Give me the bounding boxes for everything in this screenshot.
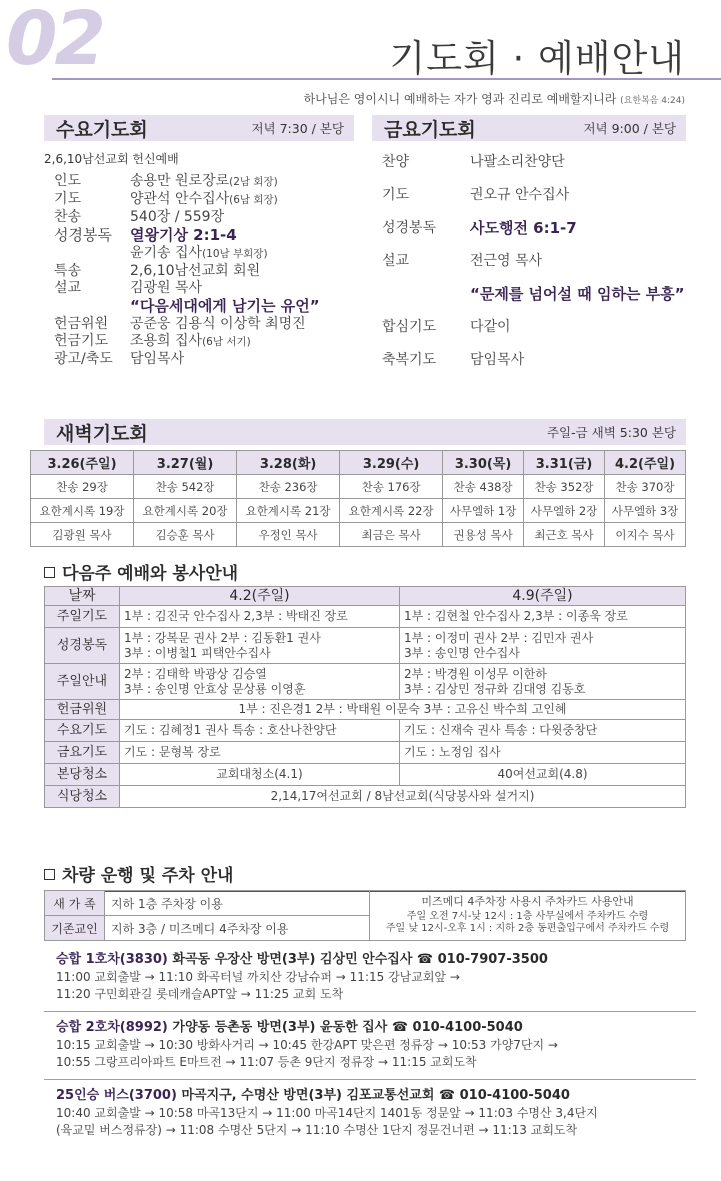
scripture-cell: 사무엘하 1장 xyxy=(443,499,524,523)
bus-stop-line: 11:00 교회출발 → 11:10 화곡터널 까치산 강남슈퍼 → 11:15 강남교회앞 → xyxy=(56,970,460,984)
parking-row xyxy=(45,891,686,916)
friday-duty-2: 기도 : 노정임 집사 xyxy=(400,742,686,764)
next-week-heading xyxy=(44,559,686,584)
row-label: 성경봉독 xyxy=(45,628,120,664)
sanctuary-cleaning-1: 교회대청소(4.1) xyxy=(120,764,400,786)
program-label: 찬송 xyxy=(54,209,82,225)
bus-heading xyxy=(56,1018,696,1037)
dawn-row xyxy=(31,523,686,547)
program-value xyxy=(120,263,354,280)
program-value: 나팔소리찬양단 xyxy=(470,154,565,170)
row-label: 주일안내 xyxy=(45,664,120,700)
wednesday-program xyxy=(44,173,354,368)
dawn-section xyxy=(44,419,686,445)
parking-table-wrap xyxy=(44,890,686,941)
duty-line: 1부 : 강복문 권사 2부 : 김동환1 권사 xyxy=(124,630,321,645)
program-value: 권오규 안수집사 xyxy=(470,187,570,203)
program-text: 양관석 안수집사 xyxy=(130,191,230,207)
hymn-cell: 찬송 352장 xyxy=(524,475,605,499)
program-note: (6남 서기) xyxy=(202,336,251,348)
program-value xyxy=(120,209,354,226)
friday-program xyxy=(372,153,686,369)
preacher-cell: 이지수 목사 xyxy=(605,523,686,547)
duty-line: 1부 : 김진국 안수집사 2,3부 : 박태진 장로 xyxy=(124,609,348,623)
program-value: 다같이 xyxy=(470,319,511,335)
date-column-header: 날짜 xyxy=(45,587,120,606)
day-header: 3.28(화) xyxy=(237,451,340,475)
friday-duty-1: 기도 : 문형복 장로 xyxy=(120,742,400,764)
program-row xyxy=(54,316,354,333)
program-label: 성경봉독 xyxy=(54,226,112,244)
bus-name: 25인승 버스(3700) xyxy=(56,1088,177,1103)
program-note: (10남 부회장) xyxy=(202,248,268,260)
scripture-cell: 요한계시록 19장 xyxy=(31,499,134,523)
sanctuary-cleaning-2: 40여선교회(4.8) xyxy=(400,764,686,786)
bible-verse xyxy=(304,90,685,107)
bus-list xyxy=(56,950,696,1147)
program-value xyxy=(120,245,354,263)
offering-row xyxy=(45,700,686,720)
program-row xyxy=(382,153,686,171)
wednesday-time: 저녁 7:30 / 본당 xyxy=(251,121,344,136)
bus-driver: 김포교통선교회 xyxy=(346,1088,435,1103)
friday-duty-row xyxy=(45,742,686,764)
hymn-cell: 찬송 29장 xyxy=(31,475,134,499)
bus-heading xyxy=(56,950,696,969)
program-label: 성경봉독 xyxy=(382,220,437,236)
day-header: 3.31(금) xyxy=(524,451,605,475)
program-text: 공준웅 김용식 이상학 최명진 xyxy=(130,316,306,332)
duty-line: 1부 : 이정미 권사 2부 : 김민자 권사 xyxy=(404,630,594,645)
day-header: 3.30(목) xyxy=(443,451,524,475)
wednesday-duty-1: 기도 : 김혜정1 권사 특송 : 호산나찬양단 xyxy=(120,720,400,742)
parking-table xyxy=(44,890,686,941)
bus-stop-line: (육교밑 버스정류장) → 11:08 수명산 5단지 → 11:10 수명산 1단지 정문건너편 → 11:13 교회도착 xyxy=(56,1123,578,1137)
program-text: “다음세대에게 남기는 유언” xyxy=(130,297,320,315)
program-text: 조용희 집사 xyxy=(130,333,203,349)
hymn-cell: 찬송 542장 xyxy=(134,475,237,499)
title-divider xyxy=(52,78,721,80)
scripture-cell: 요한계시록 21장 xyxy=(237,499,340,523)
program-value xyxy=(120,297,354,316)
program-value xyxy=(120,316,354,333)
date-header-1: 4.2(주일) xyxy=(120,587,400,606)
parking-heading xyxy=(44,861,686,886)
parking-value: 지하 3층 / 미즈메디 4주차장 이용 xyxy=(105,916,370,941)
preacher-cell: 권용성 목사 xyxy=(443,523,524,547)
program-value: 담임목사 xyxy=(470,352,525,368)
verse-text: 하나님은 영이시니 예배하는 자가 영과 진리로 예배할지니라 xyxy=(303,92,617,106)
bus-driver: 윤동한 집사 xyxy=(319,1020,388,1035)
friday-section xyxy=(372,115,686,384)
bus-stop-line: 10:15 교회출발 → 10:30 방화사거리 → 10:45 한강APT 맞은편 정류장 → 10:53 가양7단지 → xyxy=(56,1038,558,1052)
bus-driver: 김상민 안수집사 xyxy=(319,952,413,967)
friday-header xyxy=(372,115,686,141)
dawn-header xyxy=(44,419,686,445)
row-label: 식당청소 xyxy=(45,786,120,808)
notice-title: 미즈메디 4주차장 사용시 주차카드 사용안내 xyxy=(421,895,634,908)
program-row xyxy=(54,245,354,263)
program-text: 송용만 원로장로 xyxy=(130,173,230,189)
program-row xyxy=(382,186,686,204)
program-label xyxy=(54,245,120,263)
bus-separator xyxy=(44,1011,696,1012)
next-week-table xyxy=(44,586,686,808)
preacher-cell: 김승훈 목사 xyxy=(134,523,237,547)
program-value xyxy=(120,351,354,368)
notice-line: 주일 낮 12시-오후 1시 : 지하 2층 동편출입구에서 주차카드 수령 xyxy=(385,923,670,934)
friday-time: 저녁 9:00 / 본당 xyxy=(583,121,676,136)
duty-line: 1부 : 김현철 안수집사 2,3부 : 이종욱 장로 xyxy=(404,609,628,623)
bus-phone: ☎ 010-7907-3500 xyxy=(416,952,548,967)
bus-name: 승합 1호차(3830) xyxy=(56,952,168,967)
wednesday-duty-2: 기도 : 신재숙 권사 특송 : 다윗중창단 xyxy=(400,720,686,742)
dining-cleaning-row xyxy=(45,786,686,808)
hymn-cell: 찬송 236장 xyxy=(237,475,340,499)
bus-stop-line: 10:40 교회출발 → 10:58 마곡13단지 → 11:00 마곡14단지 1401동 정문앞 → 11:03 수명산 3,4단지 xyxy=(56,1106,598,1120)
row-label: 수요기도 xyxy=(45,720,120,742)
bus-route: 마곡지구, 수명산 방면(3부) xyxy=(181,1088,342,1103)
program-label: 축복기도 xyxy=(382,352,437,368)
program-row xyxy=(54,333,354,351)
duty-row xyxy=(45,664,686,700)
duty-line: 2부 : 박경원 이성무 이한하 xyxy=(404,666,547,681)
program-row xyxy=(382,252,686,270)
program-label xyxy=(382,285,446,303)
program-label: 기도 xyxy=(54,191,82,207)
program-row xyxy=(54,263,354,280)
page-number: 02 xyxy=(6,0,103,82)
hymn-cell: 찬송 176장 xyxy=(340,475,443,499)
program-text: 540장 / 559장 xyxy=(130,209,225,225)
program-row xyxy=(54,226,354,245)
parking-card-notice xyxy=(370,891,686,941)
program-value xyxy=(120,226,354,245)
duty-cell xyxy=(120,628,400,664)
program-text: 2,6,10남선교회 회원 xyxy=(130,263,261,279)
day-header: 4.2(주일) xyxy=(605,451,686,475)
friday-title: 금요기도회 xyxy=(384,118,476,141)
dawn-row xyxy=(31,451,686,475)
preacher-cell: 최근호 목사 xyxy=(524,523,605,547)
scripture-cell: 요한계시록 20장 xyxy=(134,499,237,523)
bus-separator xyxy=(44,1079,696,1080)
scripture-cell: 사무엘하 2장 xyxy=(524,499,605,523)
next-week-table-wrap xyxy=(44,586,686,808)
program-value xyxy=(120,173,354,191)
program-label: 설교 xyxy=(382,253,410,269)
dawn-schedule-table xyxy=(30,450,686,547)
program-label: 설교 xyxy=(54,280,82,296)
program-row xyxy=(382,285,686,303)
program-row xyxy=(54,351,354,368)
wednesday-section xyxy=(44,115,354,368)
scripture-cell: 사무엘하 3장 xyxy=(605,499,686,523)
program-row xyxy=(54,209,354,226)
preacher-cell: 김광원 목사 xyxy=(31,523,134,547)
page-title: 기도회 · 예배안내 xyxy=(389,37,685,80)
duty-line: 3부 : 김상민 정규화 김대영 김동호 xyxy=(404,681,586,696)
program-row xyxy=(382,318,686,336)
program-label: 헌금위원 xyxy=(54,316,109,332)
parking-title: 차량 운행 및 주차 안내 xyxy=(62,866,234,886)
program-value: “문제를 넘어설 때 임하는 부흥” xyxy=(470,285,685,303)
program-text: 김광원 목사 xyxy=(130,280,203,296)
table-header-row xyxy=(45,587,686,606)
duty-cell xyxy=(120,664,400,700)
parking-value: 지하 1층 주차장 이용 xyxy=(105,891,370,916)
bus-name: 승합 2호차(8992) xyxy=(56,1020,168,1035)
wednesday-header xyxy=(44,115,354,141)
parking-section xyxy=(44,861,686,892)
program-value: 전근영 목사 xyxy=(470,253,543,269)
dining-cleaning-value: 2,14,17여선교회 / 8남선교회(식당봉사와 설거지) xyxy=(120,786,686,808)
bus-phone: ☎ 010-4100-5040 xyxy=(438,1088,570,1103)
row-label: 금요기도 xyxy=(45,742,120,764)
duty-row xyxy=(45,628,686,664)
preacher-cell: 우정인 목사 xyxy=(237,523,340,547)
program-row xyxy=(382,219,686,237)
row-label: 기존교인 xyxy=(45,916,105,941)
dawn-row xyxy=(31,499,686,523)
dawn-title: 새벽기도회 xyxy=(56,422,148,445)
program-text: 열왕기상 2:1-4 xyxy=(130,226,237,244)
duty-line: 3부 : 송인명 안효상 문상룡 이영훈 xyxy=(124,681,306,696)
program-row xyxy=(54,297,354,316)
bus-item xyxy=(56,1086,696,1139)
day-header: 3.27(월) xyxy=(134,451,237,475)
scripture-cell: 요한계시록 22장 xyxy=(340,499,443,523)
duty-row xyxy=(45,606,686,628)
wednesday-title: 수요기도회 xyxy=(56,118,148,141)
program-label: 기도 xyxy=(382,187,410,203)
hymn-cell: 찬송 370장 xyxy=(605,475,686,499)
program-value: 사도행전 6:1-7 xyxy=(470,219,577,237)
duty-cell xyxy=(400,628,686,664)
day-header: 3.29(수) xyxy=(340,451,443,475)
day-header: 3.26(주일) xyxy=(31,451,134,475)
bus-item xyxy=(56,1018,696,1071)
dawn-row xyxy=(31,475,686,499)
next-week-title: 다음주 예배와 봉사안내 xyxy=(62,564,239,584)
program-text: 담임목사 xyxy=(130,351,185,367)
wednesday-duty-row xyxy=(45,720,686,742)
offering-value: 1부 : 진은경1 2부 : 박태원 이문숙 3부 : 고유신 박수희 고인혜 xyxy=(120,700,686,720)
sanctuary-cleaning-row xyxy=(45,764,686,786)
row-label: 새 가 족 xyxy=(45,891,105,916)
duty-line: 3부 : 송인명 안수집사 xyxy=(404,645,520,660)
bus-stop-line: 10:55 그랑프리아파트 E마트전 → 11:07 등촌 9단지 정류장 → 11:15 교회도착 xyxy=(56,1055,477,1069)
program-text: 윤기송 집사 xyxy=(130,245,203,261)
program-row xyxy=(54,173,354,191)
program-value xyxy=(120,191,354,209)
duty-line: 3부 : 이병철1 피택안수집사 xyxy=(124,645,271,660)
duty-cell xyxy=(120,606,400,628)
program-label: 찬양 xyxy=(382,154,410,170)
program-row xyxy=(382,351,686,369)
preacher-cell: 최금은 목사 xyxy=(340,523,443,547)
row-label: 주일기도 xyxy=(45,606,120,628)
dawn-time: 주일-금 새벽 5:30 본당 xyxy=(546,425,676,440)
dawn-table-wrap xyxy=(30,450,686,547)
bus-item xyxy=(56,950,696,1003)
program-value xyxy=(120,280,354,297)
date-header-2: 4.9(주일) xyxy=(400,587,686,606)
bus-phone: ☎ 010-4100-5040 xyxy=(391,1020,523,1035)
program-label: 합심기도 xyxy=(382,319,437,335)
program-note: (2남 회장) xyxy=(229,176,278,188)
bus-route: 화곡동 우장산 방면(3부) xyxy=(172,952,316,967)
duty-cell xyxy=(400,606,686,628)
duty-line: 2부 : 김태학 박광상 김승열 xyxy=(124,666,267,681)
row-label: 본당청소 xyxy=(45,764,120,786)
program-label: 특송 xyxy=(54,263,82,279)
notice-line: 주일 오전 7시-낮 12시 : 1층 사무실에서 주차카드 수령 xyxy=(406,911,649,922)
row-label: 헌금위원 xyxy=(45,700,120,720)
checkbox-square-icon xyxy=(44,567,55,578)
program-label: 헌금기도 xyxy=(54,333,109,349)
duty-cell xyxy=(400,664,686,700)
bus-heading xyxy=(56,1086,696,1105)
program-row xyxy=(54,191,354,209)
wednesday-subtitle: 2,6,10남선교회 헌신예배 xyxy=(44,152,179,166)
checkbox-square-icon xyxy=(44,869,55,880)
bus-route: 가양동 등촌동 방면(3부) xyxy=(172,1020,316,1035)
program-label xyxy=(54,297,120,316)
program-value xyxy=(120,333,354,351)
program-row xyxy=(54,280,354,297)
program-label: 인도 xyxy=(54,173,82,189)
bus-stop-line: 11:20 구민회관길 롯데캐슬APT앞 → 11:25 교회 도착 xyxy=(56,987,344,1001)
program-label: 광고/축도 xyxy=(54,351,113,367)
hymn-cell: 찬송 438장 xyxy=(443,475,524,499)
verse-reference: (요한복음 4:24) xyxy=(620,96,685,106)
program-note: (6남 회장) xyxy=(229,194,278,206)
